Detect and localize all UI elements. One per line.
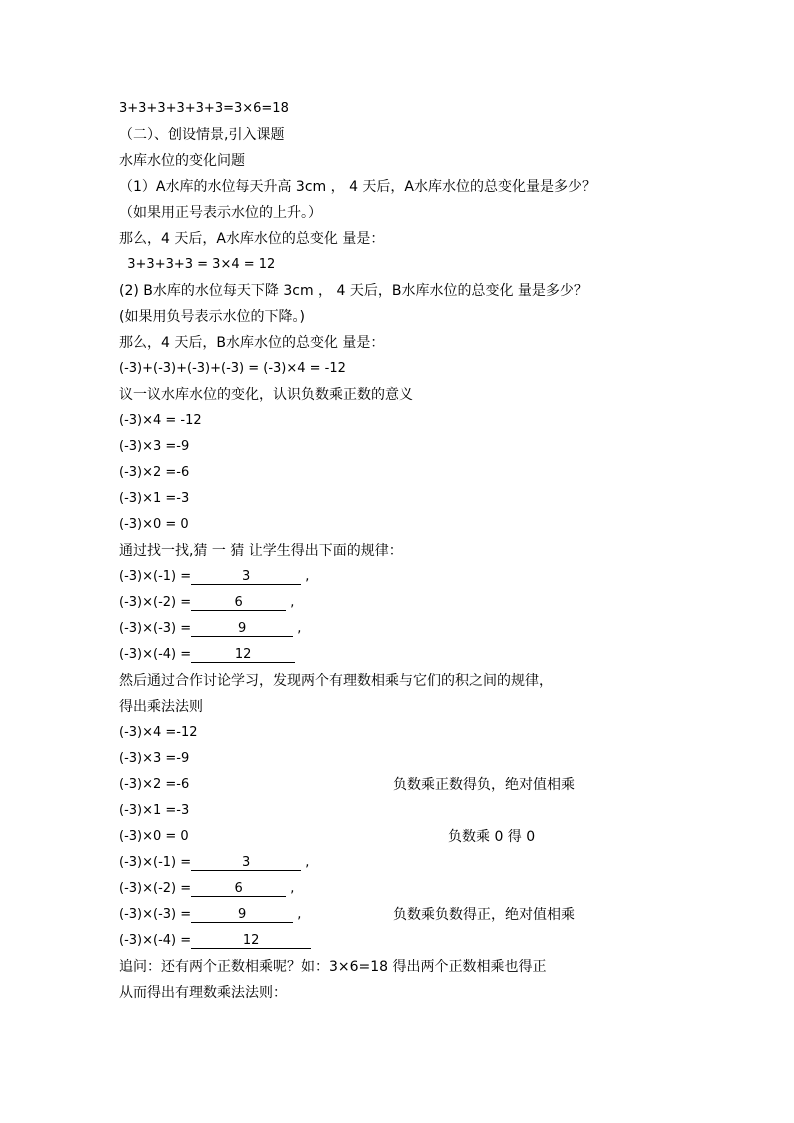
text-line: 议一议水库水位的变化，认识负数乘正数的意义: [119, 387, 413, 403]
answer-blank: 3: [191, 569, 301, 585]
text-line: (2) B水库的水位每天下降 3cm ， 4 天后，B水库水位的总变化 量是多少？: [119, 283, 588, 299]
text-line: (如果用负号表示水位的下降。): [119, 309, 305, 325]
comma: ,: [301, 569, 310, 584]
equation-line: (-3)×4 =-12: [119, 725, 198, 740]
fill-in-line: [119, 646, 295, 664]
comma: ,: [293, 621, 302, 636]
equation-prefix: (-3)×(-4) =: [119, 647, 192, 662]
equation-line: (-3)×2 =-6: [119, 777, 190, 792]
answer-blank: 6: [191, 595, 286, 611]
text-line: 3+3+3+3+3+3=3×6=18: [119, 101, 289, 116]
equation-prefix: (-3)×(-2) =: [119, 881, 192, 896]
text-line: 从而得出有理数乘法法则：: [119, 985, 287, 1001]
comma: ,: [301, 855, 310, 870]
equation-line: (-3)×3 =-9: [119, 751, 190, 766]
text-line: 追问：还有两个正数相乘呢？如：3×6=18 得出两个正数相乘也得正: [119, 959, 547, 975]
text-line: 那么，4 天后，A水库水位的总变化 量是：: [119, 231, 385, 247]
rule-note: 负数乘正数得负，绝对值相乘: [393, 777, 575, 793]
equation-line: (-3)×2 =-6: [119, 465, 190, 480]
equation-line: (-3)×4 = -12: [119, 413, 202, 428]
answer-blank: 9: [191, 621, 293, 637]
text-line: 那么，4 天后，B水库水位的总变化 量是：: [119, 335, 385, 351]
rule-note: 负数乘负数得正，绝对值相乘: [393, 907, 575, 923]
equation-line: (-3)×1 =-3: [119, 803, 190, 818]
equation-prefix: (-3)×(-4) =: [119, 933, 192, 948]
text-line: 然后通过合作讨论学习，发现两个有理数相乘与它们的积之间的规律，: [119, 673, 553, 689]
answer-blank: 12: [191, 933, 311, 949]
equation-prefix: (-3)×(-1) =: [119, 855, 192, 870]
answer-blank: 12: [191, 647, 295, 663]
fill-in-line: [119, 854, 309, 872]
comma: ,: [286, 595, 295, 610]
equation-prefix: (-3)×(-3) =: [119, 621, 192, 636]
text-line: 得出乘法法则: [119, 699, 203, 715]
fill-in-line: [119, 568, 309, 586]
equation-prefix: (-3)×(-2) =: [119, 595, 192, 610]
equation-line: 3+3+3+3 = 3×4 = 12: [119, 257, 276, 272]
equation-line: (-3)×0 = 0: [119, 517, 189, 532]
text-line: 通过找一找,猜 一 猜 让学生得出下面的规律：: [119, 543, 403, 559]
section-heading: （二）、创设情景,引入课题: [119, 127, 285, 143]
text-line: （1）A水库的水位每天升高 3cm ， 4 天后，A水库水位的总变化量是多少？: [119, 179, 597, 195]
text-line: （如果用正号表示水位的上升。）: [119, 205, 322, 221]
equation-line: (-3)×0 = 0: [119, 829, 189, 844]
fill-in-line: [119, 880, 294, 898]
comma: ,: [286, 881, 295, 896]
equation-line: (-3)+(-3)+(-3)+(-3) = (-3)×4 = -12: [119, 361, 346, 376]
fill-in-line: [119, 932, 311, 950]
rule-note: 负数乘 0 得 0: [448, 829, 536, 845]
fill-in-line: [119, 594, 294, 612]
comma: ,: [293, 907, 302, 922]
answer-blank: 3: [191, 855, 301, 871]
fill-in-line: [119, 906, 301, 924]
answer-blank: 9: [191, 907, 293, 923]
equation-line: (-3)×1 =-3: [119, 491, 190, 506]
equation-prefix: (-3)×(-3) =: [119, 907, 192, 922]
equation-line: (-3)×3 =-9: [119, 439, 190, 454]
text-line: 水库水位的变化问题: [119, 153, 245, 169]
equation-prefix: (-3)×(-1) =: [119, 569, 192, 584]
answer-blank: 6: [191, 881, 286, 897]
fill-in-line: [119, 620, 301, 638]
